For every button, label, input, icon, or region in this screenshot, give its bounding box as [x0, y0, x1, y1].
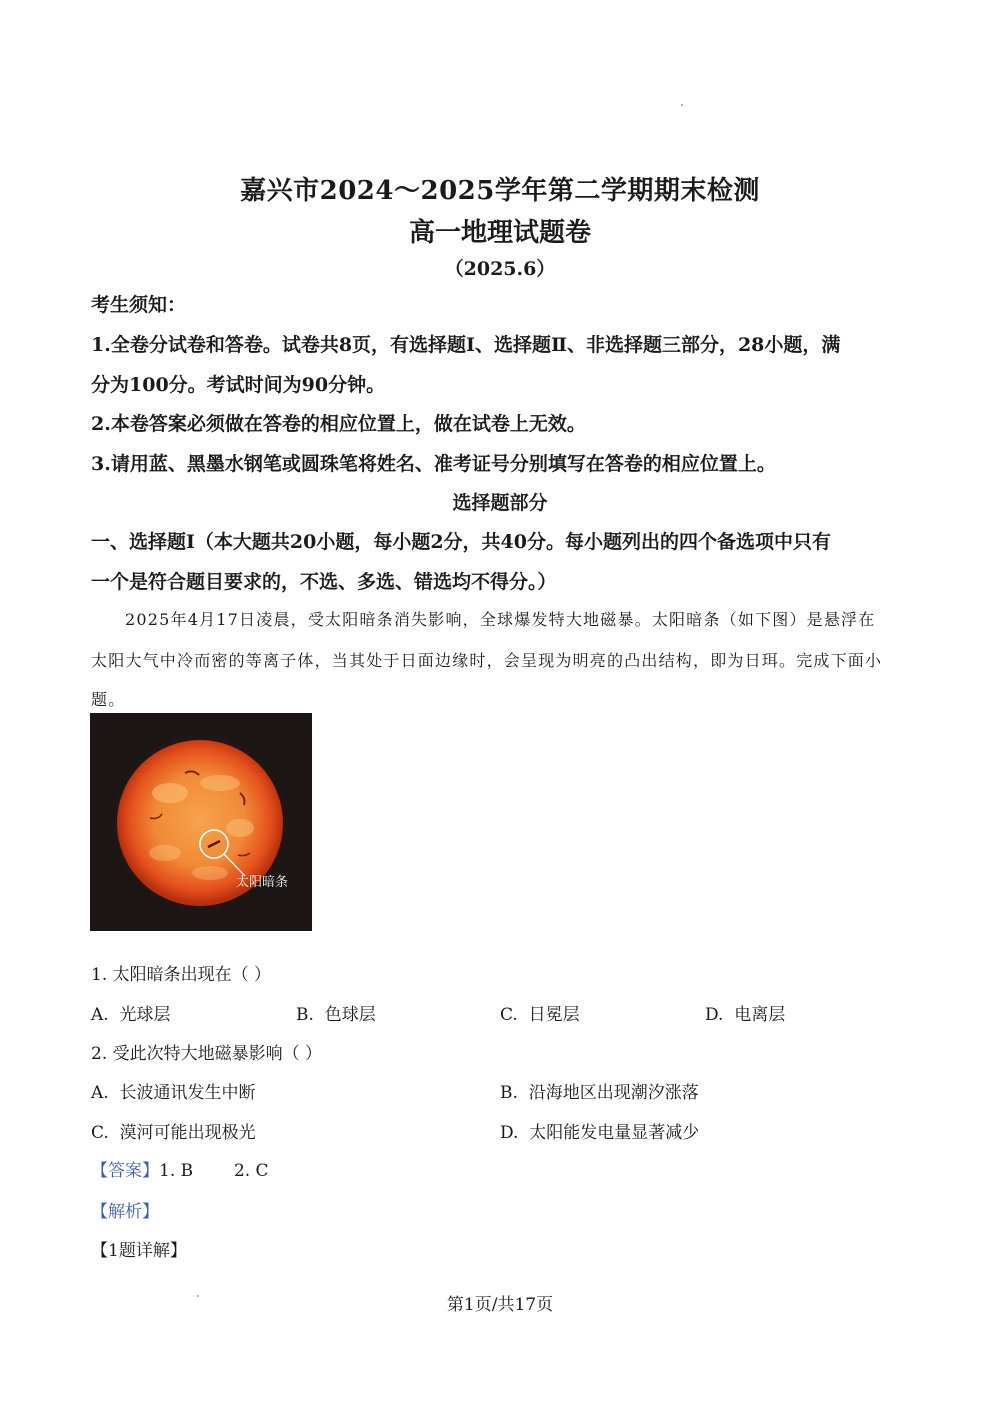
option-text: 日冕层: [528, 1005, 580, 1025]
option-letter: B.: [500, 1083, 518, 1103]
option-text: 色球层: [324, 1005, 376, 1025]
section-title: 选择题部分: [452, 492, 548, 514]
option-text: 沿海地区出现潮汐涨落: [528, 1083, 699, 1103]
option-letter: C.: [500, 1005, 518, 1025]
option: [500, 1118, 699, 1143]
analysis-detail-heading: 【1题详解】: [91, 1241, 187, 1261]
option: [500, 1000, 580, 1025]
exam-date: （2025.6）: [444, 258, 556, 280]
notice-line: 3.请用蓝、黑墨水钢笔或圆珠笔将姓名、准考证号分别填写在答卷的相应位置上。: [91, 453, 776, 475]
notice-line: 分为100分。考试时间为90分钟。: [91, 374, 386, 396]
answer-q1: 1. B: [159, 1161, 194, 1181]
option: [91, 1078, 256, 1103]
option: [296, 1000, 376, 1025]
option: [500, 1078, 699, 1103]
exam-subtitle: 高一地理试题卷: [408, 218, 591, 248]
option-letter: D.: [500, 1123, 519, 1143]
notice-line: 1.全卷分试卷和答卷。试卷共8页，有选择题Ⅰ、选择题Ⅱ、非选择题三部分，28小题，满: [91, 334, 841, 356]
option-letter: A.: [91, 1083, 109, 1103]
answer-q2: 2. C: [233, 1161, 269, 1181]
option: [91, 1000, 171, 1025]
scan-dot: [681, 104, 683, 106]
option-text: 长波通讯发生中断: [119, 1083, 256, 1103]
option-letter: D.: [705, 1005, 724, 1025]
sun-image: [90, 713, 312, 931]
option: [91, 1118, 256, 1143]
passage-line: 2025年4月17日凌晨，受太阳暗条消失影响，全球爆发特大地磁暴。太阳暗条（如下图）是悬浮在: [125, 610, 876, 629]
filament-label: 太阳暗条: [236, 875, 289, 890]
option-text: 太阳能发电量显著减少: [529, 1123, 700, 1143]
solar-filament-figure: [90, 713, 312, 931]
question-stem: 2. 受此次特大地磁暴影响（ ）: [91, 1044, 323, 1064]
option-letter: A.: [91, 1005, 109, 1025]
notice-heading: 考生须知：: [91, 294, 187, 316]
option: [705, 1000, 785, 1025]
option-text: 电离层: [734, 1005, 786, 1025]
notice-line: 2.本卷答案必须做在答卷的相应位置上，做在试卷上无效。: [91, 413, 586, 435]
part1-instruction: 一个是符合题目要求的，不选、多选、错选均不得分。）: [91, 571, 557, 593]
option-letter: C.: [91, 1123, 109, 1143]
part1-instruction: 一、选择题Ⅰ（本大题共20小题，每小题2分，共40分。每小题列出的四个备选项中只有: [91, 531, 831, 553]
option-text: 漠河可能出现极光: [119, 1123, 256, 1143]
option-text: 光球层: [119, 1005, 171, 1025]
answer-row: [91, 1156, 269, 1181]
page-number: 第1页/共17页: [446, 1295, 554, 1315]
exam-title: 嘉兴市2024～2025学年第二学期期末检测: [240, 176, 760, 206]
passage-line: 题。: [91, 690, 126, 709]
option-letter: B.: [296, 1005, 314, 1025]
analysis-label: 【解析】: [91, 1202, 159, 1222]
question-stem: 1. 太阳暗条出现在（ ）: [91, 965, 272, 985]
answer-label: 【答案】: [91, 1161, 159, 1181]
passage-line: 太阳大气中冷而密的等离子体，当其处于日面边缘时，会呈现为明亮的凸出结构，即为日珥。完成下面小: [91, 651, 883, 670]
